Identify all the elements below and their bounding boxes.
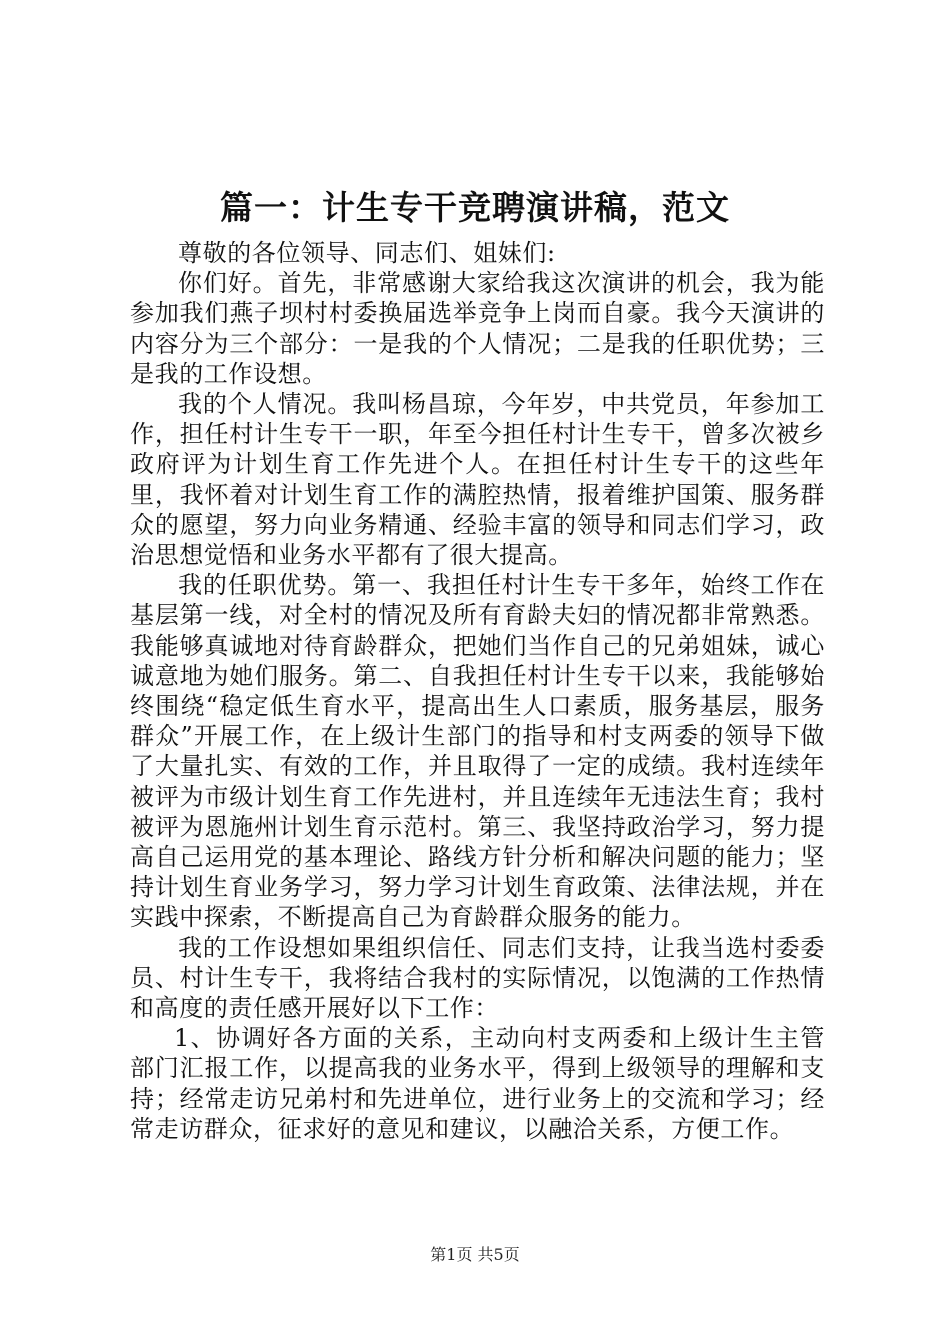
document-body (130, 238, 825, 1144)
paragraph-advantages: 我的任职优势。第一、我担任村计生专干多年，始终工作在基层第一线，对全村的情况及所有育龄夫妇的情况都非常熟悉。我能够真诚地对待育龄群众，把她们当作自己的兄弟姐妹，诚心诚意地为她们服务。第二、自我担任村计生专干以来，我能够始终围绕“稳定低生育水平，提高出生人口素质，服务基层，服务群众”开展工作，在上级计生部门的指导和村支两委的领导下做了大量扎实、有效的工作，并且取得了一定的成绩。我村连续年被评为市级计划生育工作先进村，并且连续年无违法生育；我村被评为恩施州计划生育示范村。第三、我坚持政治学习，努力提高自己运用党的基本理论、路线方针分析和解决问题的能力；坚持计划生育业务学习，努力学习计划生育政策、法律法规，并在实践中探索，不断提高自己为育龄群众服务的能力。 (130, 571, 825, 932)
paragraph-item-1: 1、协调好各方面的关系，主动向村支两委和上级计生主管部门汇报工作，以提高我的业务水平，得到上级领导的理解和支持；经常走访兄弟村和先进单位，进行业务上的交流和学习；经常走访群众，征求好的意见和建议，以融洽关系，方便工作。 (130, 1024, 825, 1143)
page-footer: 第1页 共5页 (430, 1245, 520, 1264)
paragraph-greeting: 你们好。首先，非常感谢大家给我这次演讲的机会，我为能参加我们燕子坝村村委换届选举竞争上岗而自豪。我今天演讲的内容分为三个部分：一是我的个人情况；二是我的任职优势；三是我的工作设想。 (130, 269, 825, 388)
paragraph-personal-info: 我的个人情况。我叫杨昌琼，今年岁，中共党员，年参加工作，担任村计生专干一职，年至今担任村计生专干，曾多次被乡政府评为计划生育工作先进个人。在担任村计生专干的这些年里，我怀着对计划生育工作的满腔热情，报着维护国策、服务群众的愿望，努力向业务精通、经验丰富的领导和同志们学习，政治思想觉悟和业务水平都有了很大提高。 (130, 390, 825, 570)
salutation: 尊敬的各位领导、同志们、姐妹们: (178, 239, 556, 267)
paragraph-work-plan: 我的工作设想如果组织信任、同志们支持，让我当选村委委员、村计生专干，我将结合我村的实际情况，以饱满的工作热情和高度的责任感开展好以下工作： (130, 933, 825, 1023)
document-title: 篇一：计生专干竞聘演讲稿，范文 (220, 188, 730, 227)
